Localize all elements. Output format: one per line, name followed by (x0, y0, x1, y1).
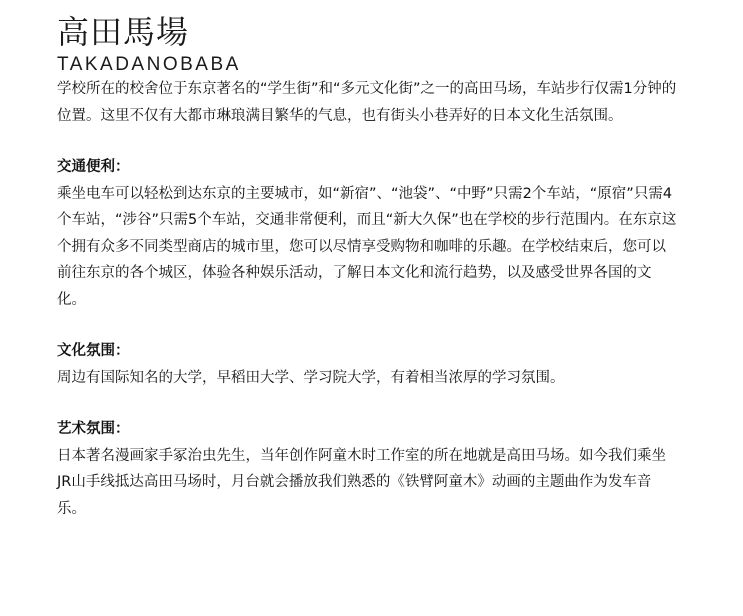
page-title: 高田馬場 (57, 13, 190, 51)
intro-paragraph: 学校所在的校舍位于东京著名的“学生街”和“多元文化街”之一的高田马场，车站步行仅需1分钟的位置。这里不仅有大都市琳琅满目繁华的气息，也有街头小巷弄好的日本文化生活氛围。 (57, 81, 677, 124)
section-culture (57, 338, 677, 391)
section-heading: 交通便利： (57, 159, 130, 175)
section-body: 日本著名漫画家手冢治虫先生，当年创作阿童木时工作室的所在地就是高田马场。如今我们乘坐JR山手线抵达高田马场时，月台就会播放我们熟悉的《铁臂阿童木》动画的主题曲作为发车音乐。 (57, 447, 666, 517)
section-body: 乘坐电车可以轻松到达东京的主要城市，如“新宿”、“池袋”、“中野”只需2个车站，“原宿”只需4个车站，“涉谷”只需5个车站，交通非常便利，而且“新大久保”也在学校的步行范围内。在东京这个拥有众多不同类型商店的城市里，您可以尽情享受购物和咖啡的乐趣。在学校结束后，您可以前往东京的各个城区，体验各种娱乐活动，了解日本文化和流行趋势，以及感受世界各国的文化。 (57, 185, 677, 308)
section-body: 周边有国际知名的大学，早稻田大学、学习院大学，有着相当浓厚的学习氛围。 (57, 369, 565, 386)
section-heading: 文化氛围： (57, 343, 130, 359)
section-heading: 艺术氛围： (57, 421, 130, 437)
section-art (57, 416, 677, 522)
section-transport (57, 154, 677, 313)
page-subtitle: TAKADANOBABA (57, 54, 241, 75)
article (57, 10, 677, 522)
